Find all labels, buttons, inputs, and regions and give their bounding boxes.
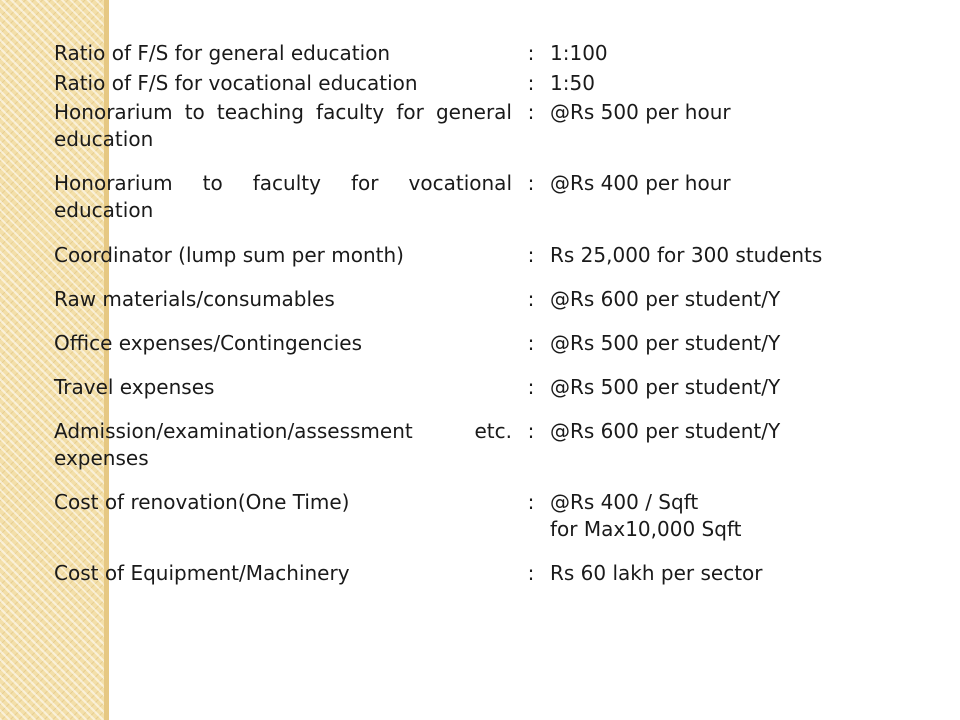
row-separator: : [527,71,535,95]
list-row [54,40,894,67]
cost-norms-list [54,40,894,587]
row-label: Travel expenses [54,375,215,399]
row-separator: : [527,171,535,195]
row-separator: : [527,419,535,443]
row-value: @Rs 500 per student/Y [550,331,781,355]
row-label: Ratio of F/S for vocational education [54,71,418,95]
row-label: Admission/examination/assessment etc. expenses [54,419,512,470]
row-separator: : [527,287,535,311]
row-label: Office expenses/Contingencies [54,331,362,355]
row-label: Honorarium to teaching faculty for general education [54,100,512,151]
row-value: @Rs 600 per student/Y [550,287,781,311]
row-label: Raw materials/consumables [54,287,335,311]
row-separator: : [527,375,535,399]
row-value: Rs 25,000 for 300 students [550,243,823,267]
row-value: @Rs 400 per hour [550,171,731,195]
row-label: Coordinator (lump sum per month) [54,243,404,267]
list-row [54,170,894,224]
row-separator: : [527,243,535,267]
row-value: @Rs 600 per student/Y [550,419,781,443]
row-label: Cost of Equipment/Machinery [54,561,350,585]
row-label: Cost of renovation(One Time) [54,490,350,514]
row-value: 1:100 [550,41,608,65]
row-value: @Rs 400 / Sqft for Max10,000 Sqft [550,490,742,541]
list-row [54,70,894,97]
row-value: Rs 60 lakh per sector [550,561,763,585]
list-row [54,99,894,153]
list-row [54,489,894,543]
row-separator: : [527,490,535,514]
list-row [54,242,894,269]
row-value: @Rs 500 per hour [550,100,731,124]
list-row [54,374,894,401]
list-row [54,560,894,587]
row-separator: : [527,331,535,355]
row-separator: : [527,41,535,65]
list-row [54,330,894,357]
row-label: Honorarium to faculty for vocational education [54,171,512,222]
row-label: Ratio of F/S for general education [54,41,391,65]
row-value: 1:50 [550,71,595,95]
row-separator: : [527,100,535,124]
list-row [54,286,894,313]
row-separator: : [527,561,535,585]
row-value: @Rs 500 per student/Y [550,375,781,399]
list-row [54,418,894,472]
